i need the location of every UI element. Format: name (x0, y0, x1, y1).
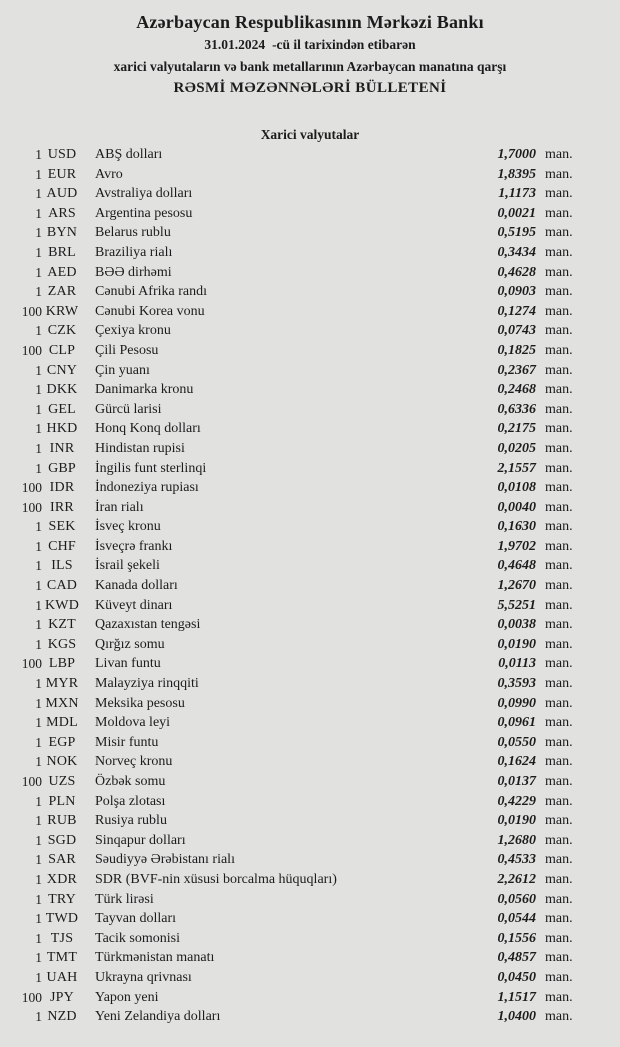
code-cell: MDL (46, 715, 78, 731)
code-cell: GEL (48, 401, 76, 417)
table-row (0, 243, 620, 263)
code-cell: EGP (48, 734, 76, 750)
unit-label: man. (545, 205, 573, 221)
effective-date: 31.01.2024 (204, 37, 266, 52)
name-cell: Meksika pesosu (95, 695, 185, 711)
unit-label: man. (545, 421, 573, 437)
rate-cell: 0,0903 (497, 284, 536, 300)
name-cell: Ukrayna qrivnası (95, 969, 192, 985)
rate-cell: 1,1517 (497, 989, 536, 1005)
rate-cell: 0,0108 (497, 480, 536, 496)
name-cell: Argentina pesosu (95, 205, 193, 221)
rate-cell: 0,6336 (497, 401, 536, 417)
table-row (0, 909, 620, 929)
unit-label: man. (545, 989, 573, 1005)
bulletin-subtitle: xarici valyutaların və bank metallarının Azərbaycan manatına qarşı (113, 59, 507, 74)
table-row (0, 576, 620, 596)
table-row (0, 223, 620, 243)
code-cell: RUB (47, 813, 77, 829)
qty-cell: 1 (35, 538, 42, 554)
rate-cell: 2,2612 (497, 871, 536, 887)
code-cell: DKK (46, 382, 78, 398)
name-cell: Polşa zlotası (95, 793, 166, 809)
table-row (0, 1007, 620, 1027)
table-row (0, 419, 620, 439)
name-cell: Tayvan dolları (95, 911, 177, 927)
code-cell: HKD (46, 421, 78, 437)
unit-label: man. (545, 323, 573, 339)
unit-label: man. (545, 871, 573, 887)
code-cell: KWD (44, 597, 80, 613)
qty-cell: 1 (35, 636, 42, 652)
name-cell: Çin yuanı (95, 362, 150, 378)
name-cell: İngilis funt sterlinqi (95, 460, 207, 476)
bulletin-header (0, 0, 620, 99)
table-row (0, 654, 620, 674)
table-row (0, 478, 620, 498)
code-cell: XDR (46, 871, 78, 887)
table-row (0, 968, 620, 988)
table-row (0, 988, 620, 1008)
table-row (0, 615, 620, 635)
name-cell: Livan funtu (95, 656, 161, 672)
unit-label: man. (545, 891, 573, 907)
code-cell: BYN (46, 225, 78, 241)
unit-label: man. (545, 382, 573, 398)
unit-label: man. (545, 715, 573, 731)
table-row (0, 341, 620, 361)
code-cell: BRL (48, 244, 76, 260)
qty-cell: 1 (35, 440, 42, 456)
rate-cell: 0,0544 (497, 911, 536, 927)
table-row (0, 948, 620, 968)
table-row (0, 811, 620, 831)
unit-label: man. (545, 264, 573, 280)
name-cell: Qırğız somu (95, 636, 165, 652)
code-cell: CHF (48, 538, 76, 554)
name-cell: Özbək somu (95, 774, 166, 789)
rate-cell: 0,0137 (497, 774, 536, 789)
rate-cell: 0,0450 (497, 969, 536, 985)
code-cell: TRY (48, 891, 76, 907)
qty-cell: 1 (35, 695, 42, 711)
name-cell: Avstraliya dolları (95, 186, 193, 202)
code-cell: EUR (47, 166, 77, 182)
table-row (0, 400, 620, 420)
qty-cell: 1 (35, 715, 42, 731)
unit-label: man. (545, 793, 573, 809)
rate-cell: 0,0961 (497, 715, 536, 731)
rate-cell: 0,4628 (497, 264, 536, 280)
name-cell: Gürcü larisi (95, 401, 162, 417)
qty-cell: 1 (35, 244, 42, 260)
name-cell: Çexiya kronu (95, 323, 171, 339)
name-cell: İsveçrə frankı (95, 538, 173, 554)
table-row (0, 890, 620, 910)
name-cell: Tacik somonisi (95, 930, 180, 946)
rate-cell: 0,5195 (497, 225, 536, 241)
name-cell: Hindistan rupisi (95, 440, 185, 456)
qty-cell: 100 (21, 656, 42, 672)
name-cell: BƏƏ dirhəmi (95, 264, 172, 280)
qty-cell: 1 (35, 421, 42, 437)
qty-cell: 1 (35, 401, 42, 417)
table-row (0, 517, 620, 537)
code-cell: NZD (47, 1009, 77, 1025)
code-cell: KGS (47, 636, 77, 652)
unit-label: man. (545, 852, 573, 868)
unit-label: man. (545, 558, 573, 574)
unit-label: man. (545, 754, 573, 770)
unit-label: man. (545, 578, 573, 594)
unit-label: man. (545, 734, 573, 750)
bulletin-title: RƏSMİ MƏZƏNNƏLƏRİ BÜLLETENİ (173, 80, 447, 96)
rates-table (0, 145, 620, 1027)
code-cell: IRR (50, 499, 74, 515)
qty-cell: 1 (35, 205, 42, 221)
table-row (0, 733, 620, 753)
rate-cell: 1,1173 (498, 186, 536, 202)
table-row (0, 713, 620, 733)
name-cell: Qazaxıstan tengəsi (95, 617, 201, 633)
effective-date-line (0, 34, 620, 56)
code-cell: MYR (45, 676, 79, 692)
rate-cell: 0,1556 (497, 930, 536, 946)
unit-label: man. (545, 950, 573, 966)
code-cell: IDR (49, 480, 75, 496)
code-cell: USD (47, 147, 77, 162)
code-cell: CZK (47, 323, 77, 339)
qty-cell: 1 (35, 147, 42, 162)
unit-label: man. (545, 538, 573, 554)
unit-label: man. (545, 499, 573, 515)
rate-cell: 5,5251 (497, 597, 536, 613)
code-cell: CLP (48, 342, 76, 358)
rate-cell: 0,4648 (497, 558, 536, 574)
qty-cell: 1 (35, 676, 42, 692)
rate-cell: 1,2670 (497, 578, 536, 594)
unit-label: man. (545, 597, 573, 613)
code-cell: MXN (45, 695, 79, 711)
qty-cell: 1 (35, 1009, 42, 1025)
unit-label: man. (545, 147, 573, 162)
code-cell: TWD (45, 911, 79, 927)
table-row (0, 694, 620, 714)
section-title-foreign-currencies: Xarici valyutalar (260, 127, 360, 142)
name-cell: Malayziya rinqqiti (95, 676, 199, 692)
qty-cell: 1 (35, 871, 42, 887)
table-row (0, 831, 620, 851)
rate-cell: 2,1557 (497, 460, 536, 476)
name-cell: Türkmənistan manatı (95, 950, 215, 966)
qty-cell: 1 (35, 754, 42, 770)
code-cell: ILS (51, 558, 73, 574)
code-cell: JPY (50, 989, 74, 1005)
unit-label: man. (545, 1009, 573, 1025)
unit-label: man. (545, 930, 573, 946)
rate-cell: 0,4533 (497, 852, 536, 868)
unit-label: man. (545, 480, 573, 496)
name-cell: Cənubi Afrika randı (95, 284, 207, 300)
table-row (0, 556, 620, 576)
qty-cell: 1 (35, 969, 42, 985)
table-row (0, 498, 620, 518)
rate-cell: 0,0190 (497, 813, 536, 829)
unit-label: man. (545, 401, 573, 417)
rate-cell: 0,3593 (497, 676, 536, 692)
qty-cell: 1 (35, 617, 42, 633)
unit-label: man. (545, 244, 573, 260)
rate-cell: 1,2680 (497, 832, 536, 848)
code-cell: ARS (48, 205, 76, 221)
name-cell: Türk lirəsi (95, 891, 154, 907)
unit-label: man. (545, 460, 573, 476)
rate-cell: 1,7000 (497, 147, 536, 162)
name-cell: Yapon yeni (95, 989, 159, 1005)
rate-cell: 0,2468 (497, 382, 536, 398)
name-cell: Misir funtu (95, 734, 159, 750)
rate-cell: 0,1274 (497, 303, 536, 319)
table-row (0, 596, 620, 616)
code-cell: CAD (46, 578, 78, 594)
qty-cell: 1 (35, 852, 42, 868)
table-row (0, 752, 620, 772)
name-cell: İsveç kronu (95, 519, 161, 535)
rate-cell: 0,1630 (497, 519, 536, 535)
rate-cell: 0,0190 (497, 636, 536, 652)
code-cell: UAH (46, 969, 78, 985)
qty-cell: 100 (21, 303, 42, 319)
qty-cell: 1 (35, 225, 42, 241)
code-cell: ZAR (47, 284, 77, 300)
qty-cell: 1 (35, 734, 42, 750)
qty-cell: 1 (35, 930, 42, 946)
rate-cell: 0,1624 (497, 754, 536, 770)
unit-label: man. (545, 166, 573, 182)
qty-cell: 1 (35, 832, 42, 848)
table-row (0, 204, 620, 224)
qty-cell: 100 (21, 774, 42, 789)
code-cell: CNY (46, 362, 78, 378)
name-cell: Moldova leyi (95, 715, 171, 731)
name-cell: İsrail şekeli (95, 558, 160, 574)
unit-label: man. (545, 342, 573, 358)
table-row (0, 792, 620, 812)
qty-cell: 1 (35, 950, 42, 966)
unit-label: man. (545, 832, 573, 848)
unit-label: man. (545, 284, 573, 300)
name-cell: Yeni Zelandiya dolları (95, 1009, 221, 1025)
qty-cell: 1 (35, 362, 42, 378)
code-cell: NOK (46, 754, 78, 770)
name-cell: Belarus rublu (95, 225, 171, 241)
qty-cell: 100 (21, 342, 42, 358)
unit-label: man. (545, 813, 573, 829)
name-cell: Norveç kronu (95, 754, 173, 770)
qty-cell: 1 (35, 284, 42, 300)
qty-cell: 1 (35, 382, 42, 398)
qty-cell: 100 (21, 499, 42, 515)
rate-cell: 0,0113 (498, 656, 536, 672)
rate-cell: 0,0560 (497, 891, 536, 907)
unit-label: man. (545, 225, 573, 241)
qty-cell: 1 (35, 519, 42, 535)
rate-cell: 0,2367 (497, 362, 536, 378)
code-cell: INR (49, 440, 75, 456)
rate-cell: 0,3434 (497, 244, 536, 260)
qty-cell: 1 (35, 264, 42, 280)
table-row (0, 929, 620, 949)
qty-cell: 1 (35, 911, 42, 927)
qty-cell: 1 (35, 891, 42, 907)
name-cell: Küveyt dinarı (95, 597, 173, 613)
qty-cell: 1 (35, 323, 42, 339)
code-cell: GBP (48, 460, 76, 476)
name-cell: Honq Konq dolları (95, 421, 201, 437)
qty-cell: 1 (35, 578, 42, 594)
code-cell: AUD (46, 186, 78, 202)
table-row (0, 145, 620, 165)
rate-cell: 1,9702 (497, 538, 536, 554)
code-cell: KZT (48, 617, 76, 633)
code-cell: KRW (45, 303, 79, 319)
code-cell: SGD (47, 832, 77, 848)
name-cell: Səudiyyə Ərəbistanı rialı (95, 852, 235, 868)
code-cell: TMT (46, 950, 78, 966)
name-cell: Danimarka kronu (95, 382, 194, 398)
unit-label: man. (545, 440, 573, 456)
table-row (0, 850, 620, 870)
code-cell: LBP (48, 656, 76, 672)
name-cell: Sinqapur dolları (95, 832, 186, 848)
rate-cell: 1,8395 (497, 166, 536, 182)
rate-cell: 0,0040 (497, 499, 536, 515)
code-cell: UZS (48, 774, 76, 789)
rate-cell: 0,0038 (497, 617, 536, 633)
qty-cell: 1 (35, 166, 42, 182)
table-row (0, 361, 620, 381)
table-row (0, 380, 620, 400)
name-cell: Avro (95, 166, 123, 182)
code-cell: AED (47, 264, 77, 280)
qty-cell: 100 (21, 480, 42, 496)
rate-cell: 0,0550 (497, 734, 536, 750)
bank-name-title: Azərbaycan Respublikasının Mərkəzi Bankı (136, 12, 484, 32)
rate-cell: 0,1825 (497, 342, 536, 358)
unit-label: man. (545, 676, 573, 692)
unit-label: man. (545, 362, 573, 378)
table-row (0, 772, 620, 792)
table-row (0, 263, 620, 283)
code-cell: PLN (48, 793, 76, 809)
qty-cell: 1 (35, 460, 42, 476)
name-cell: Braziliya rialı (95, 244, 173, 260)
name-cell: Kanada dolları (95, 578, 178, 594)
unit-label: man. (545, 656, 573, 672)
name-cell: Çili Pesosu (95, 342, 159, 358)
table-row (0, 302, 620, 322)
name-cell: İran rialı (95, 499, 144, 515)
name-cell: SDR (BVF-nin xüsusi borcalma hüquqları) (95, 871, 337, 887)
unit-label: man. (545, 186, 573, 202)
unit-label: man. (545, 617, 573, 633)
name-cell: Rusiya rublu (95, 813, 167, 829)
table-row (0, 870, 620, 890)
rate-cell: 0,0990 (497, 695, 536, 711)
table-row (0, 635, 620, 655)
qty-cell: 1 (35, 558, 42, 574)
table-row (0, 165, 620, 185)
name-cell: ABŞ dolları (95, 147, 163, 162)
rate-cell: 0,0021 (497, 205, 536, 221)
unit-label: man. (545, 519, 573, 535)
rate-cell: 0,2175 (497, 421, 536, 437)
qty-cell: 1 (35, 813, 42, 829)
table-row (0, 321, 620, 341)
unit-label: man. (545, 774, 573, 789)
unit-label: man. (545, 303, 573, 319)
qty-cell: 1 (35, 186, 42, 202)
table-row (0, 282, 620, 302)
qty-cell: 1 (35, 793, 42, 809)
unit-label: man. (545, 695, 573, 711)
table-row (0, 439, 620, 459)
code-cell: SEK (48, 519, 76, 535)
code-cell: SAR (48, 852, 76, 868)
table-row (0, 674, 620, 694)
unit-label: man. (545, 911, 573, 927)
unit-label: man. (545, 969, 573, 985)
table-row (0, 184, 620, 204)
effective-date-suffix: -cü il tarixindən etibarən (272, 37, 416, 52)
rate-cell: 0,0743 (497, 323, 536, 339)
code-cell: TJS (50, 930, 74, 946)
rate-cell: 0,0205 (497, 440, 536, 456)
unit-label: man. (545, 636, 573, 652)
table-row (0, 459, 620, 479)
qty-cell: 100 (21, 989, 42, 1005)
table-row (0, 537, 620, 557)
rate-cell: 0,4857 (497, 950, 536, 966)
rate-cell: 1,0400 (497, 1009, 536, 1025)
qty-cell: 1 (35, 597, 42, 613)
name-cell: Cənubi Korea vonu (95, 303, 205, 319)
name-cell: İndoneziya rupiası (95, 480, 199, 496)
rate-cell: 0,4229 (497, 793, 536, 809)
